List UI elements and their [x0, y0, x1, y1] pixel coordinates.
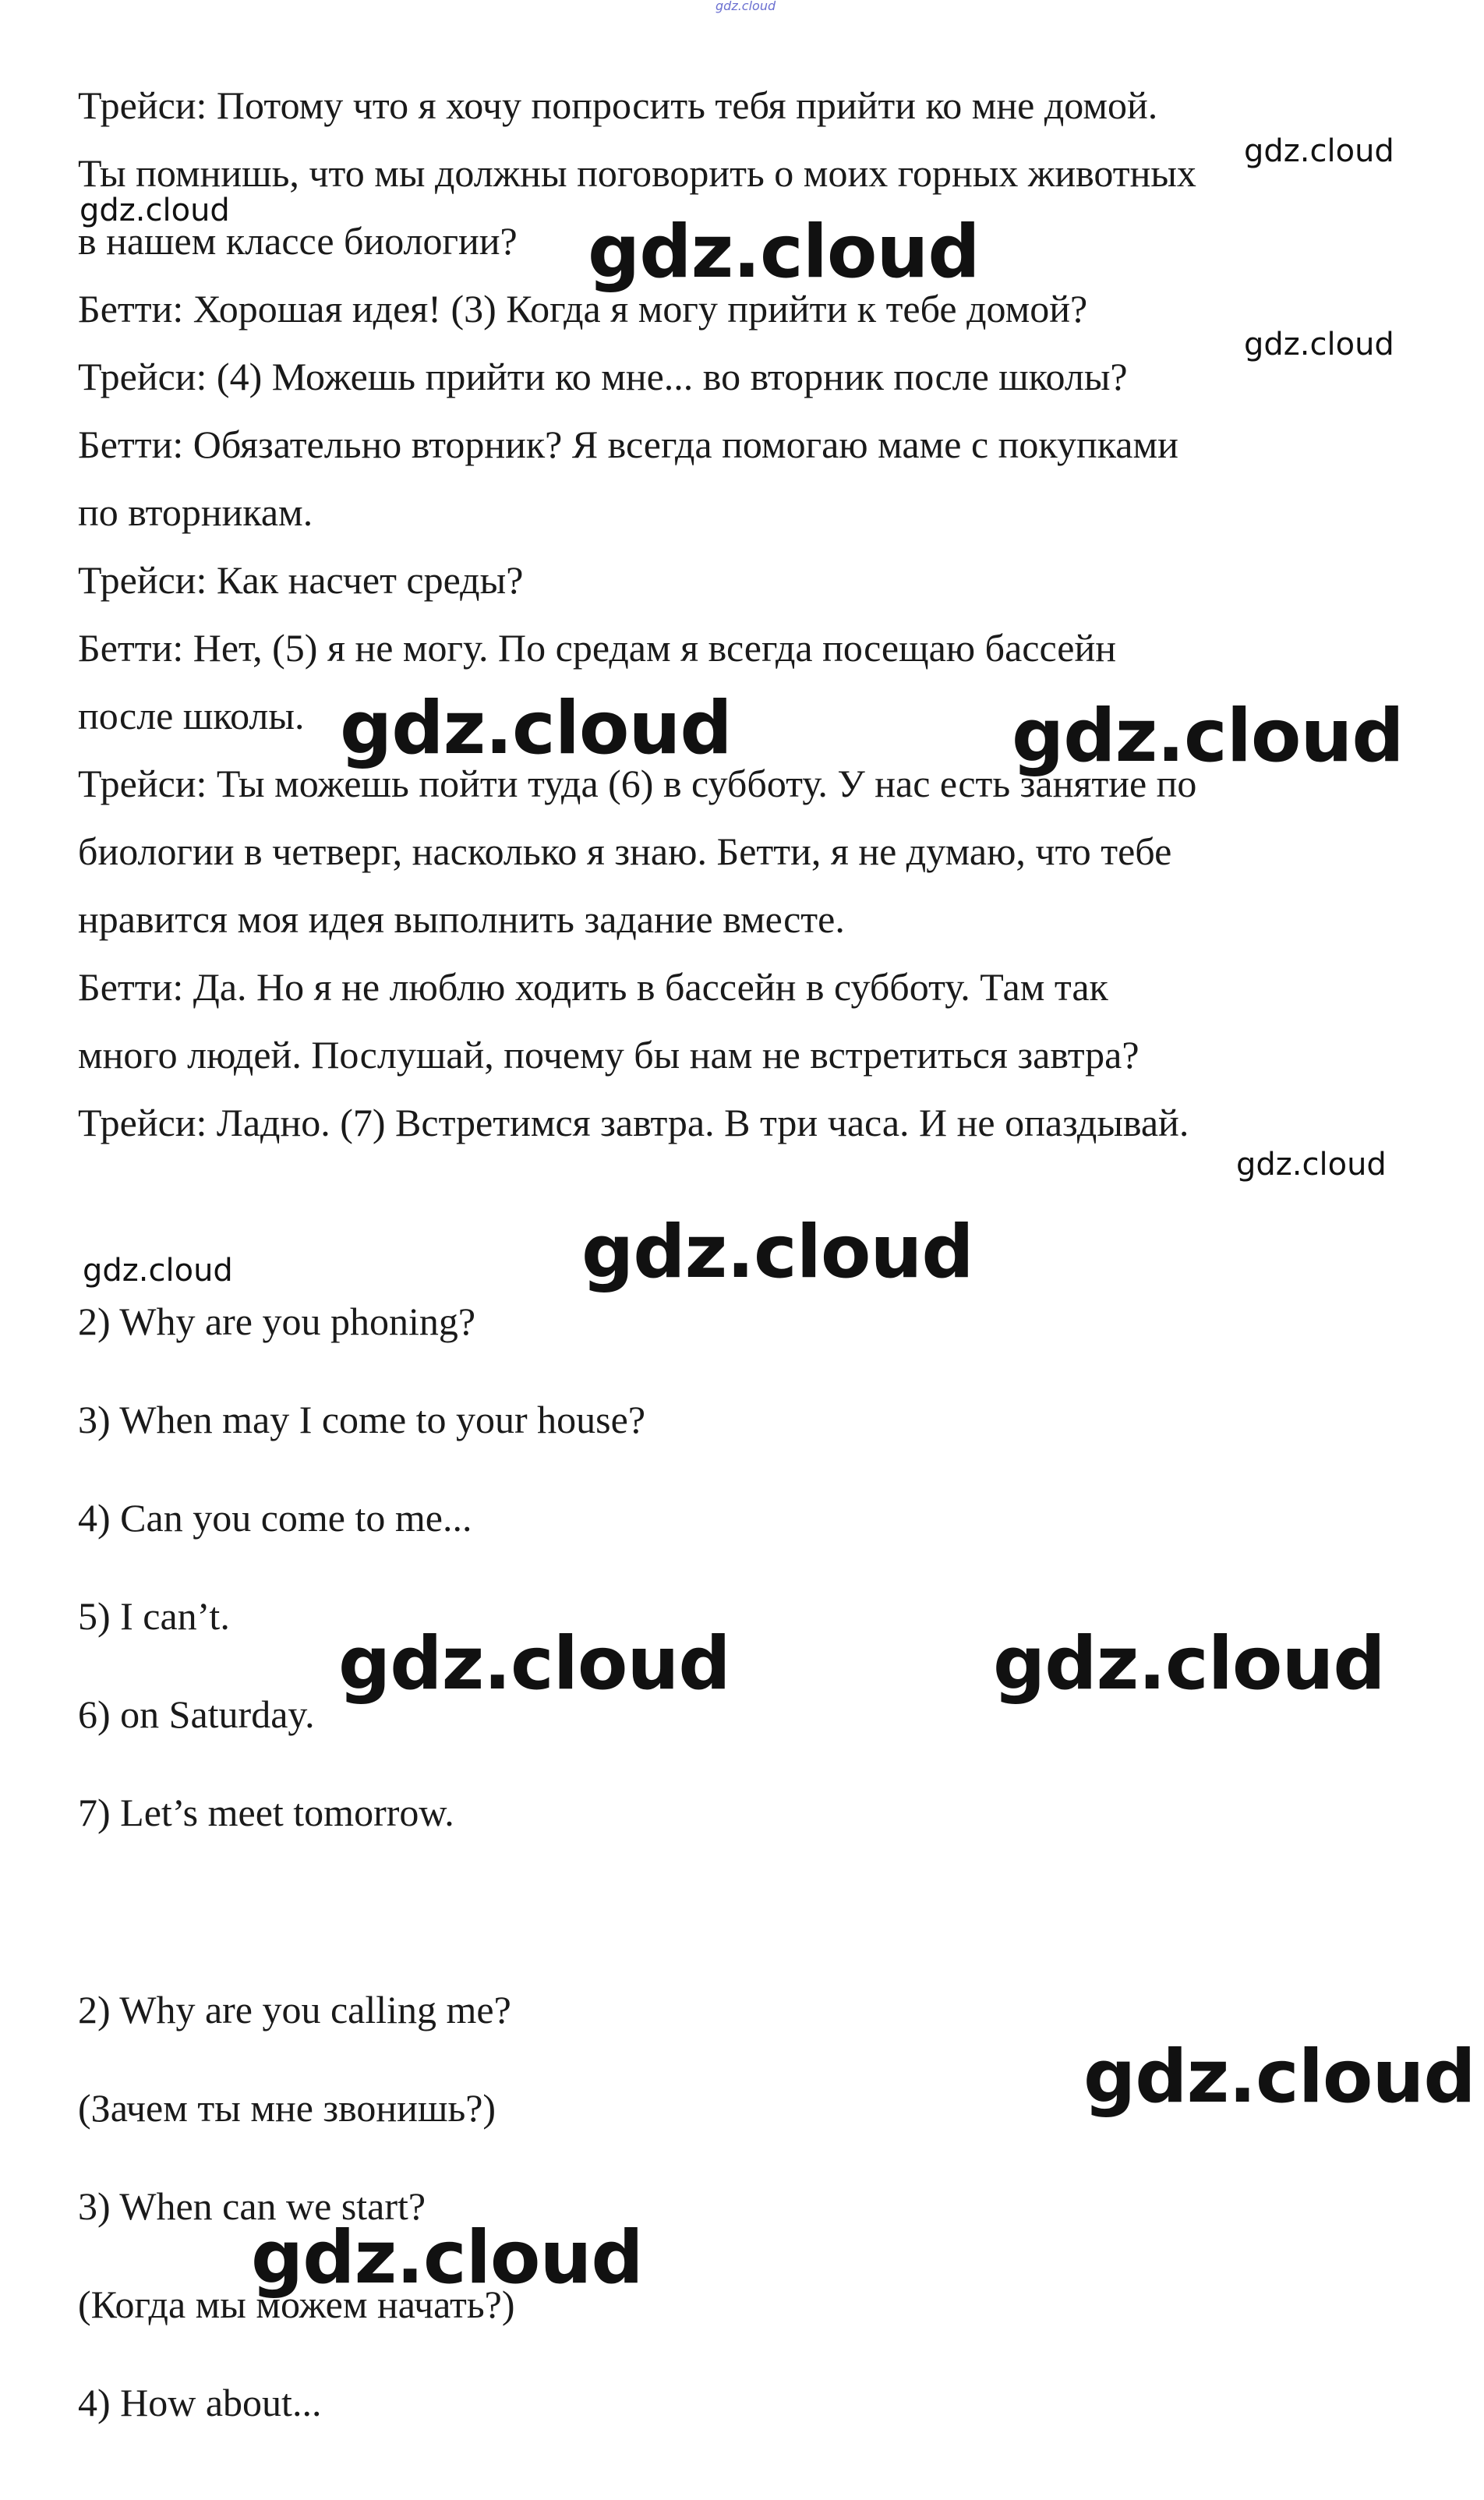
- watermark-big-3: gdz.cloud: [1012, 694, 1404, 779]
- answer-b-3: 3) When can we start?: [78, 2184, 426, 2228]
- answer-a-7: 7) Let’s meet tomorrow.: [78, 1791, 454, 1834]
- watermark-big-5: gdz.cloud: [338, 1621, 730, 1706]
- watermark-big-4: gdz.cloud: [581, 1210, 973, 1295]
- dialogue-line-12: биологии в четверг, насколько я знаю. Бетти, я не думаю, что тебе: [78, 829, 1172, 873]
- answer-a-3: 3) When may I come to your house?: [78, 1398, 646, 1441]
- answer-a-2: 2) Why are you phoning?: [78, 1300, 476, 1343]
- dialogue-line-10: после школы.: [78, 694, 305, 737]
- dialogue-line-14: Бетти: Да. Но я не люблю ходить в бассейн в субботу. Там так: [78, 965, 1108, 1009]
- watermark-small-2: gdz.cloud: [80, 193, 230, 228]
- dialogue-line-7: по вторникам.: [78, 490, 313, 534]
- answer-b-2-translation: (Зачем ты мне звонишь?): [78, 2086, 496, 2130]
- answer-a-6: 6) on Saturday.: [78, 1692, 315, 1736]
- watermark-big-1: gdz.cloud: [588, 210, 980, 295]
- watermark-small-1: gdz.cloud: [1244, 133, 1394, 169]
- dialogue-line-1: Трейси: Потому что я хочу попросить тебя прийти ко мне домой.: [78, 83, 1158, 127]
- answer-b-3-translation: (Когда мы можем начать?): [78, 2283, 515, 2326]
- watermark-big-2: gdz.cloud: [340, 686, 732, 771]
- watermark-big-7: gdz.cloud: [1083, 2035, 1475, 2120]
- watermark-big-8: gdz.cloud: [251, 2215, 643, 2300]
- answer-a-4: 4) Can you come to me...: [78, 1496, 472, 1540]
- watermark-small-3: gdz.cloud: [1244, 327, 1394, 362]
- dialogue-line-16: Трейси: Ладно. (7) Встретимся завтра. В три часа. И не опаздывай.: [78, 1101, 1189, 1144]
- watermark-small-5: gdz.cloud: [83, 1253, 233, 1289]
- dialogue-line-3: в нашем классе биологии?: [78, 219, 518, 263]
- watermark-top: gdz.cloud: [716, 0, 776, 13]
- answer-b-2: 2) Why are you calling me?: [78, 1988, 511, 2031]
- answer-a-5: 5) I can’t.: [78, 1594, 230, 1638]
- dialogue-line-4: Бетти: Хорошая идея! (3) Когда я могу прийти к тебе домой?: [78, 287, 1088, 331]
- dialogue-line-2: Ты помнишь, что мы должны поговорить о моих горных животных: [78, 151, 1196, 195]
- dialogue-line-11: Трейси: Ты можешь пойти туда (6) в субботу. У нас есть занятие по: [78, 762, 1197, 805]
- dialogue-line-8: Трейси: Как насчет среды?: [78, 558, 524, 602]
- watermark-big-6: gdz.cloud: [993, 1621, 1385, 1706]
- dialogue-line-6: Бетти: Обязательно вторник? Я всегда помогаю маме с покупками: [78, 423, 1178, 466]
- answer-b-4: 4) How about...: [78, 2381, 322, 2424]
- dialogue-line-13: нравится моя идея выполнить задание вместе.: [78, 897, 845, 941]
- dialogue-line-5: Трейси: (4) Можешь прийти ко мне... во вторник после школы?: [78, 355, 1128, 398]
- dialogue-line-9: Бетти: Нет, (5) я не могу. По средам я всегда посещаю бассейн: [78, 626, 1116, 670]
- dialogue-line-15: много людей. Послушай, почему бы нам не встретиться завтра?: [78, 1033, 1140, 1077]
- watermark-small-4: gdz.cloud: [1236, 1147, 1387, 1183]
